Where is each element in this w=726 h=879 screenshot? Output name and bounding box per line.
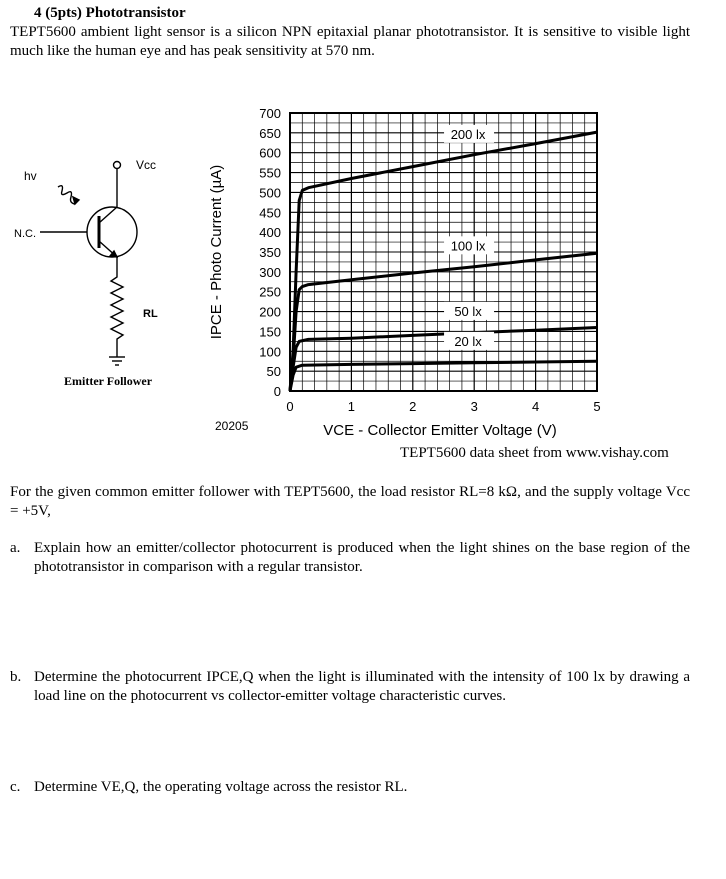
y-tick-label: 600: [259, 145, 281, 161]
y-tick-label: 400: [259, 225, 281, 241]
chart-grid: [290, 113, 597, 391]
nc-label: N.C.: [14, 228, 36, 240]
question-label: a.: [10, 540, 21, 556]
question-text: Determine VE,Q, the operating voltage across the resistor RL.: [34, 779, 408, 795]
chart-curves: [290, 132, 597, 391]
question-b: [10, 668, 690, 706]
x-tick-label: 4: [531, 399, 540, 414]
y-tick-label: 300: [259, 264, 281, 280]
y-tick-label: 500: [259, 185, 281, 201]
x-tick-label: 3: [470, 399, 478, 414]
y-tick-label: 550: [259, 165, 281, 181]
question-a: [10, 539, 690, 577]
y-tick-label: 100: [259, 344, 281, 360]
vcc-terminal: [114, 162, 121, 169]
question-c: [10, 778, 690, 797]
y-tick-label: 700: [259, 106, 281, 121]
question-label: c.: [10, 779, 21, 795]
problem-given: For the given common emitter follower with TEPT5600, the load resistor RL=8 kΩ, and the supply voltage Vcc = +5V,: [10, 484, 690, 519]
series-label: 100 lx: [450, 238, 486, 254]
load-resistor: [111, 268, 123, 350]
x-tick-label: 1: [347, 399, 356, 414]
series-line: [290, 132, 597, 391]
series-line: [290, 253, 597, 391]
circuit-caption: Emitter Follower: [64, 374, 153, 388]
hv-label: hv: [24, 169, 37, 183]
series-label: 50 lx: [454, 303, 482, 319]
series-line: [290, 328, 597, 392]
y-tick-label: 200: [259, 304, 281, 320]
y-tick-label: 0: [273, 384, 281, 399]
figure-id: 20205: [215, 419, 249, 433]
y-tick-label: 350: [259, 245, 281, 260]
problem-intro: TEPT5600 ambient light sensor is a silicon NPN epitaxial planar phototransistor. It is sensitive to visible light much like the human eye and has peak sensitivity at 570 nm.: [10, 24, 690, 59]
y-tick-label: 50: [266, 364, 281, 380]
series-label: 20 lx: [454, 333, 482, 349]
series-line: [290, 361, 597, 391]
x-ticks: [286, 399, 600, 414]
vcc-label: Vcc: [136, 158, 157, 172]
x-tick-label: 5: [593, 399, 601, 414]
y-tick-label: 250: [259, 284, 281, 300]
y-tick-label: 650: [259, 125, 281, 141]
problem-title: 4 (5pts) Phototransistor: [34, 5, 186, 21]
rl-label: RL: [143, 308, 158, 320]
question-text: Determine the photocurrent IPCE,Q when the light is illuminated with the intensity of 100 lx by drawing a load line on the photocurrent vs collector-emitter voltage characteristic curves.: [34, 669, 690, 704]
x-tick-label: 0: [286, 399, 294, 414]
transistor-symbol: [87, 207, 137, 257]
y-axis-label: IPCE - Photo Current (µA): [208, 164, 225, 340]
series-label: 200 lx: [450, 126, 486, 142]
light-arrow-icon: [58, 186, 75, 204]
x-axis-label: VCE - Collector Emitter Voltage (V): [323, 422, 557, 439]
y-tick-label: 150: [259, 324, 281, 340]
x-tick-label: 2: [409, 399, 417, 414]
figure-caption: TEPT5600 data sheet from www.vishay.com: [400, 445, 669, 461]
y-ticks: [259, 106, 281, 399]
figure: [0, 95, 726, 440]
question-text: Explain how an emitter/collector photocurrent is produced when the light shines on the base region of the phototransistor in comparison with a regular transistor.: [34, 540, 690, 575]
question-label: b.: [10, 669, 22, 685]
y-tick-label: 450: [259, 205, 281, 221]
circuit-diagram: [40, 162, 137, 366]
